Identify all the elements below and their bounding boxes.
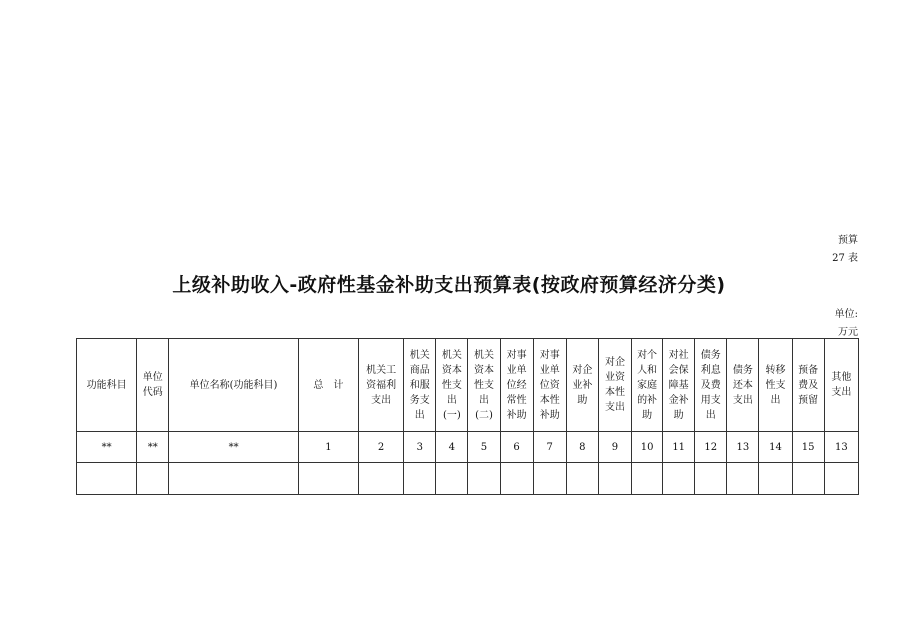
table-cell: 1: [298, 432, 358, 463]
table-cell-empty[interactable]: [533, 463, 566, 495]
form-number-line1: 预算: [838, 235, 858, 246]
table-cell-empty[interactable]: [404, 463, 436, 495]
table-cell: 13: [824, 432, 858, 463]
table-cell-empty[interactable]: [468, 463, 500, 495]
budget-table: [76, 338, 859, 495]
table-cell: **: [169, 432, 298, 463]
table-cell: **: [77, 432, 137, 463]
header-row: [77, 339, 859, 432]
table-cell: 14: [759, 432, 792, 463]
col-header-institution-recurrent: 对事业单位经常性补助: [500, 339, 533, 432]
col-header-enterprise-subsidy: 对企业补助: [566, 339, 598, 432]
table-cell-empty[interactable]: [436, 463, 468, 495]
col-header-enterprise-capital: 对企业资本性支出: [598, 339, 631, 432]
table-cell-empty[interactable]: [759, 463, 792, 495]
table-cell: 8: [566, 432, 598, 463]
form-number: [818, 232, 858, 268]
col-header-institution-capital: 对事业单位资本性补助: [533, 339, 566, 432]
table-cell-empty[interactable]: [824, 463, 858, 495]
table-cell: 6: [500, 432, 533, 463]
table-cell-empty[interactable]: [77, 463, 137, 495]
table-cell: 13: [727, 432, 759, 463]
col-header-unit-name: 单位名称(功能科目): [169, 339, 298, 432]
table-cell-empty[interactable]: [298, 463, 358, 495]
table-cell-empty[interactable]: [137, 463, 169, 495]
page-title: 上级补助收入-政府性基金补助支出预算表(按政府预算经济分类): [172, 274, 726, 296]
unit-label-line2: 万元: [838, 327, 858, 338]
table-cell: 7: [533, 432, 566, 463]
table-cell-empty[interactable]: [359, 463, 404, 495]
table-cell-empty[interactable]: [598, 463, 631, 495]
col-header-capital-2: 机关资本性支出(二): [468, 339, 500, 432]
col-header-transfer: 转移性支出: [759, 339, 792, 432]
table-cell-empty[interactable]: [566, 463, 598, 495]
table-cell-empty[interactable]: [727, 463, 759, 495]
table-cell-empty[interactable]: [169, 463, 298, 495]
col-header-total: 总 计: [298, 339, 358, 432]
table-cell: 11: [663, 432, 695, 463]
col-header-debt-interest: 债务利息及费用支出: [695, 339, 727, 432]
table-cell-empty[interactable]: [663, 463, 695, 495]
table-row: [77, 432, 859, 463]
table-cell: **: [137, 432, 169, 463]
unit-label: [818, 306, 858, 342]
table-cell: 12: [695, 432, 727, 463]
col-header-function-subject: 功能科目: [77, 339, 137, 432]
form-number-line2: 27 表: [832, 253, 858, 264]
table-cell: 4: [436, 432, 468, 463]
col-header-debt-principal: 债务还本支出: [727, 339, 759, 432]
table-row-empty: [77, 463, 859, 495]
col-header-social-security: 对社会保障基金补助: [663, 339, 695, 432]
unit-label-line1: 单位:: [834, 309, 858, 320]
col-header-goods-services: 机关商品和服务支出: [404, 339, 436, 432]
table-cell-empty[interactable]: [695, 463, 727, 495]
table-cell: 10: [632, 432, 663, 463]
col-header-reserve: 预备费及预留: [792, 339, 824, 432]
table-cell-empty[interactable]: [792, 463, 824, 495]
table-cell: 5: [468, 432, 500, 463]
table-cell: 9: [598, 432, 631, 463]
table-cell-empty[interactable]: [632, 463, 663, 495]
table-cell: 15: [792, 432, 824, 463]
col-header-wages-welfare: 机关工资福利支出: [359, 339, 404, 432]
table-cell: 3: [404, 432, 436, 463]
col-header-other: 其他支出: [824, 339, 858, 432]
col-header-individual-household: 对个人和家庭的补助: [632, 339, 663, 432]
table-cell: 2: [359, 432, 404, 463]
col-header-unit-code: 单位代码: [137, 339, 169, 432]
col-header-capital-1: 机关资本性支出(一): [436, 339, 468, 432]
table-cell-empty[interactable]: [500, 463, 533, 495]
